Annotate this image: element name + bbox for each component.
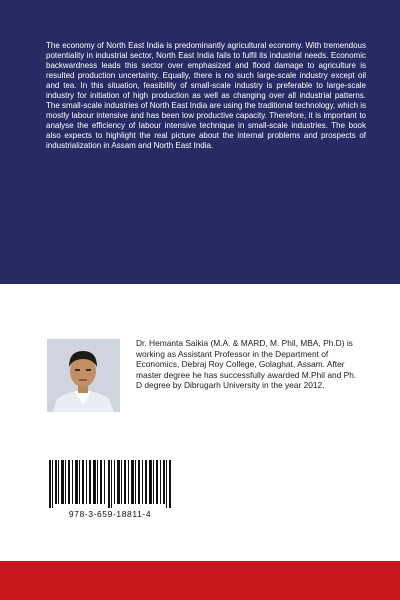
isbn-number: 978-3-659-18811-4 (68, 509, 152, 519)
isbn-barcode (45, 458, 175, 522)
author-photo (47, 339, 120, 412)
blurb-panel (0, 0, 400, 284)
book-description: The economy of North East India is predominantly agricultural economy. With tremendous potentiality in industrial sector, North East India fails to fulfil its industrial needs. Economic backwardness leads this sector over emphasized and flood damage to agriculture is resulted production uncertainty. Equally, there is no such large-scale industry except oil and tea. In this situation, feasibility of small-scale industry is preferable to large-scale industry for initiation of high production as well as changing over all industrial patterns. The small-scale industries of North East India are using the traditional technology, which is mostly labour intensive and has been low productive capacity. Therefore, it is important to analyse the efficiency of labour intensive technique in small-scale industries. The book also expects to highlight the real picture about the internal problems and prospects of industrialization in Assam and North East India. (46, 41, 366, 150)
footer-band (0, 561, 400, 600)
author-bio: Dr. Hemanta Saikia (M.A. & MARD, M. Phil, MBA, Ph.D) is working as Assistant Professor in the Department of Economics, Debraj Roy College, Golaghat, Assam. After master degree he has successfully awarded M.Phil and Ph. D degree by Dibrugarh University in the year 2012. (136, 338, 357, 391)
barcode-bars (49, 460, 171, 508)
